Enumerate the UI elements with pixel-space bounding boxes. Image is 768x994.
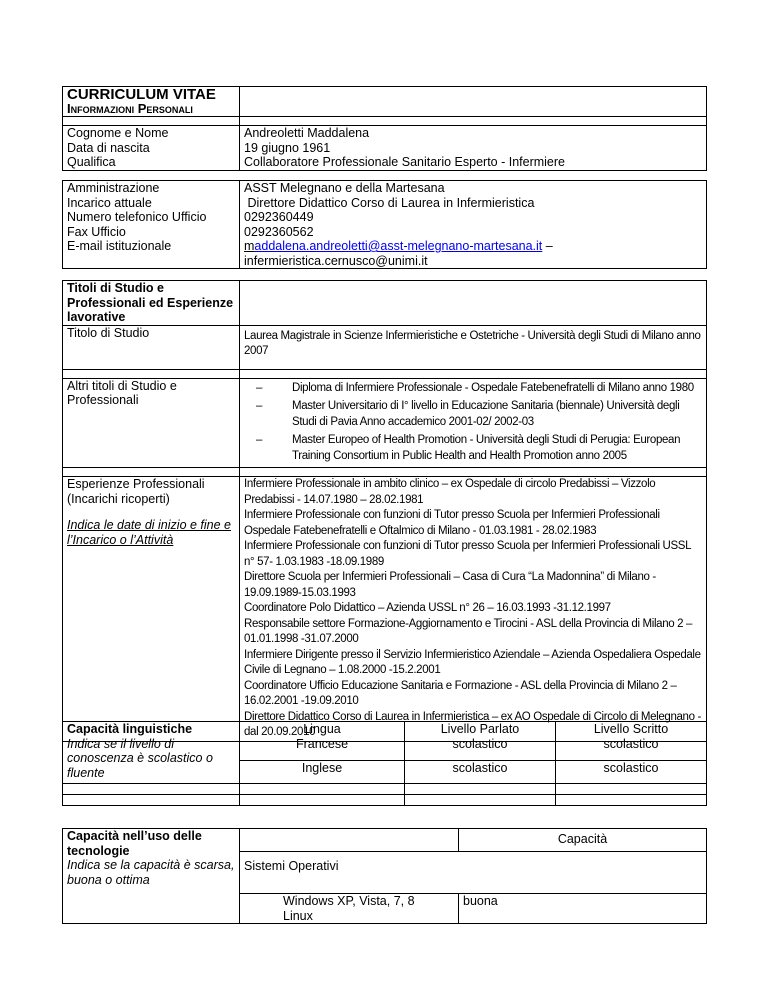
esperienza-item: Infermiere Professionale con funzioni di Tutor presso Scuola per Infermieri Professionali Ospedale Fatebenefratelli e Oftalmico di Milano - 01.03.1981 - 28.02.1983 — [244, 509, 660, 537]
lingua-francese: Francese — [295, 736, 349, 751]
label-birthdate: Data di nascita — [67, 140, 150, 155]
tecnologie-table — [62, 828, 707, 924]
label-titolo-studio: Titolo di Studio — [67, 325, 150, 340]
label-qualifica: Qualifica — [67, 155, 116, 169]
lingue-heading: Capacità linguistiche — [67, 722, 193, 736]
lingua-inglese: Inglese — [301, 761, 343, 775]
label-telefono: Numero telefonico Ufficio — [67, 210, 207, 224]
esperienza-item: Direttore Didattico Corso di Laurea in Infermieristica – ex AO Ospedale di Circolo di Melegnano - dal 20.09.2010 — [244, 710, 701, 738]
admin-table — [62, 180, 707, 269]
value-birthdate: 19 giugno 1961 — [244, 140, 331, 155]
label-altri-titoli: Altri titoli di Studio e Professionali — [67, 378, 177, 407]
tecnologie-note: Indica se la capacità è scarsa, buona o ottima — [67, 858, 235, 887]
personal-heading: Informazioni Personali — [67, 101, 193, 116]
col-parlato: Livello Parlato — [440, 722, 520, 736]
lingue-note: Indica se il livello di conoscenza è scolastico o fluente — [67, 736, 213, 780]
label-email: E-mail istituzionale — [67, 239, 172, 253]
esperienza-item: Infermiere Professionale in ambito clinico – ex Ospedale di circolo Predabissi – Vizzolo Predabissi - 14.07.1980 – 28.02.1981 — [244, 478, 656, 506]
personal-info-table — [62, 86, 707, 171]
cv-title: CURRICULUM VITAE — [67, 86, 216, 103]
label-fax: Fax Ufficio — [67, 224, 126, 239]
esperienza-item: Coordinatore Polo Didattico – Azienda USSL n° 26 – 16.03.1993 -31.12.1997 — [244, 602, 611, 614]
value-email — [244, 239, 702, 254]
altri-titoli-list — [244, 381, 702, 465]
lingue-table — [62, 721, 707, 806]
sistemi-operativi: Sistemi Operativi — [244, 859, 339, 873]
col-scritto: Livello Scritto — [593, 722, 669, 736]
label-esperienze: Esperienze Professionali (Incarichi ricoperti) — [67, 477, 205, 506]
parlato-francese: scolastico — [452, 736, 508, 751]
tecnologie-heading: Capacità nell’uso delle tecnologie — [67, 829, 202, 858]
email-link[interactable]: addalena.andreoletti@asst-melegnano-martesana.it — [254, 239, 543, 253]
value-email2: infermieristica.cernusco@unimi.it — [244, 253, 428, 268]
esperienza-item: Infermiere Dirigente presso il Servizio Infermieristico Aziendale – Azienda Ospedaliera Ospedale Civile di Legnano – 1.08.2000 -15.2.2001 — [244, 648, 701, 676]
value-telefono: 0292360449 — [244, 210, 314, 224]
list-item: – Master Europeo of Health Promotion - Università degli Studi di Perugia: European Training Consortium in Public Health and Health Promotion anno 2005 — [244, 433, 702, 464]
esperienza-item: Direttore Scuola per Infermieri Professionali – Casa di Cura “La Madonnina” di Milano - 19.09.1989-15.03.1993 — [244, 571, 656, 599]
esperienza-item: Infermiere Professionale con funzioni di Tutor presso Scuola per Infermieri Professionali USSL n° 57- 1.03.1983 -18.09.1989 — [244, 540, 691, 568]
label-amministrazione: Amministrazione — [67, 181, 160, 195]
titoli-table — [62, 280, 707, 742]
list-item: – Master Universitario di I° livello in Educazione Sanitaria (biennale) Università degli Studi di Pavia Anno accademico 2001-02/ 2002-03 — [244, 399, 702, 430]
note-esperienze: Indica le date di inizio e fine e l’Incarico o l’Attività — [67, 518, 231, 547]
value-qualifica: Collaboratore Professionale Sanitario Esperto - Infermiere — [244, 155, 565, 169]
col-lingua: Lingua — [303, 722, 341, 736]
esperienza-item: Responsabile settore Formazione-Aggiornamento e Tirocini - ASL della Provincia di Milano 2 – 01.01.1998 -31.07.2000 — [244, 617, 693, 645]
list-item: – Diploma di Infermiere Professionale - Ospedale Fatebenefratelli di Milano anno 1980 — [244, 381, 702, 397]
value-amministrazione: ASST Melegnano e della Martesana — [244, 181, 445, 195]
os-linux: Linux — [283, 908, 313, 923]
label-name: Cognome e Nome — [67, 126, 169, 140]
value-titolo-studio: Laurea Magistrale in Scienze Infermieristiche e Ostetriche - Università degli Studi di Milano anno 2007 — [244, 329, 701, 357]
scritto-francese: scolastico — [603, 736, 659, 751]
titoli-heading: Titoli di Studio e Professionali ed Esperienze lavorative — [67, 281, 234, 324]
email-prefix: m — [244, 239, 255, 253]
esperienza-item: Coordinatore Ufficio Educazione Sanitaria e Formazione - ASL della Provincia di Milano 2 – 16.02.2001 -19.09.2010 — [244, 679, 677, 707]
value-incarico: Direttore Didattico Corso di Laurea in Infermieristica — [244, 195, 535, 210]
label-incarico: Incarico attuale — [67, 195, 152, 210]
value-fax: 0292360562 — [244, 224, 314, 239]
scritto-inglese: scolastico — [603, 761, 659, 775]
parlato-inglese: scolastico — [452, 761, 508, 775]
os-windows: Windows XP, Vista, 7, 8 — [283, 894, 415, 908]
os-level: buona — [463, 894, 498, 908]
col-capacita: Capacità — [557, 832, 608, 846]
email-suffix: – — [542, 239, 553, 253]
value-name: Andreoletti Maddalena — [244, 126, 370, 140]
